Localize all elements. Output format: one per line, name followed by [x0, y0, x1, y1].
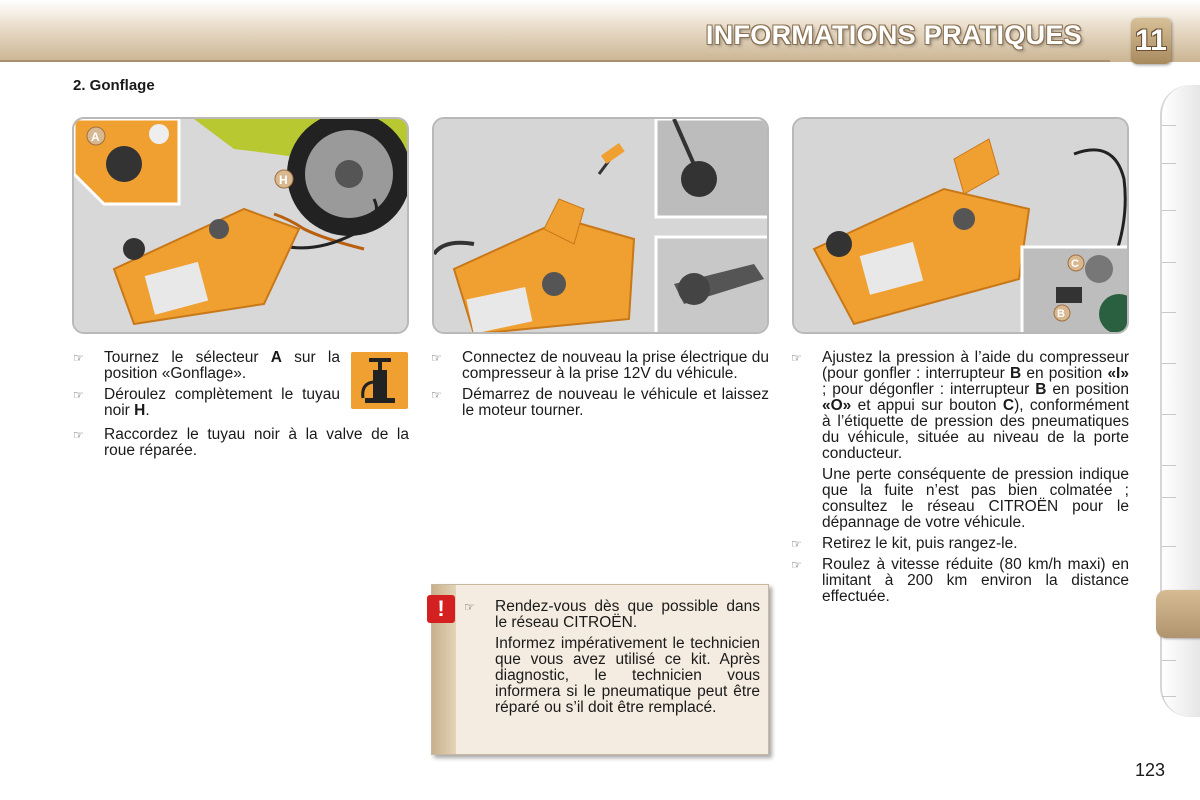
- pointing-hand-icon: ☞: [791, 351, 802, 365]
- page-number: 123: [1135, 760, 1166, 780]
- column-1-continued: [73, 427, 409, 464]
- side-tab-divider: [1162, 125, 1176, 126]
- chapter-tab: [1131, 18, 1171, 64]
- header-rule: [0, 60, 1110, 62]
- list-item: ☞ Retirez le kit, puis rangez-le.: [791, 535, 1018, 552]
- list-item: ☞ Raccordez le tuyau noir à la valve de la roue réparée.: [73, 426, 409, 459]
- inflation-pump-icon: [351, 352, 408, 409]
- illustration-selector-hose: [72, 117, 409, 334]
- list-item: ☞ Déroulez complètement le tuyau noir H.: [73, 386, 340, 419]
- side-tab-divider: [1162, 465, 1176, 466]
- side-tab-active: [1156, 590, 1200, 638]
- label-c: C: [1071, 258, 1079, 270]
- side-tab-divider: [1162, 312, 1176, 313]
- pointing-hand-icon: ☞: [73, 351, 84, 365]
- pointing-hand-icon: ☞: [464, 600, 475, 614]
- pointing-hand-icon: ☞: [431, 388, 442, 402]
- warning-icon: !: [427, 595, 455, 623]
- illustration-pressure-switch: [792, 117, 1129, 334]
- list-item: ☞ Roulez à vitesse réduite (80 km/h maxi) en limitant à 200 km environ la distance effectuée.: [791, 556, 1129, 605]
- side-tab-divider: [1162, 546, 1176, 547]
- chapter-title: INFORMATIONS PRATIQUES: [705, 20, 1082, 50]
- paragraph: Informez impérativement le technicien que vous avez utilisé ce kit. Après diagnostic, le technicien vous informera si le pneumatique peut être réparé ou s’il doit être remplacé.: [495, 635, 760, 716]
- column-1: [73, 350, 340, 424]
- pointing-hand-icon: ☞: [431, 351, 442, 365]
- list-item: ☞ Rendez-vous dès que possible dans le réseau CITROËN.: [464, 598, 760, 631]
- section-title: 2. Gonflage: [73, 77, 155, 94]
- warning-text: [464, 599, 760, 721]
- side-tab-divider: [1162, 696, 1176, 697]
- list-item: ☞ Démarrez de nouveau le véhicule et laissez le moteur tourner.: [431, 386, 769, 419]
- list-item: ☞ Connectez de nouveau la prise électrique du compresseur à la prise 12V du véhicule.: [431, 349, 769, 382]
- column-2: [431, 350, 769, 424]
- pointing-hand-icon: ☞: [73, 388, 84, 402]
- pointing-hand-icon: ☞: [791, 537, 802, 551]
- list-item: ☞ Tournez le sélecteur A sur la position «Gonflage».: [73, 349, 340, 382]
- side-tab-divider: [1162, 262, 1176, 263]
- label-b: B: [1057, 308, 1065, 320]
- side-tab-divider: [1162, 497, 1176, 498]
- side-tab-divider: [1162, 660, 1176, 661]
- illustration-12v-plug: [432, 117, 769, 334]
- side-tab-divider: [1162, 414, 1176, 415]
- pointing-hand-icon: ☞: [791, 558, 802, 572]
- side-tab-divider: [1162, 210, 1176, 211]
- paragraph: Une perte conséquente de pression indique que la fuite n’est pas bien colmatée ; consultez le réseau CITROËN pour le dépannage de votre véhicule.: [822, 466, 1129, 531]
- column-3: [791, 350, 1129, 610]
- label-h: H: [279, 173, 288, 187]
- side-tab-divider: [1162, 363, 1176, 364]
- warning-box: [431, 584, 769, 755]
- pointing-hand-icon: ☞: [73, 428, 84, 442]
- selector-knob: [123, 238, 145, 260]
- label-a: A: [91, 130, 100, 144]
- chapter-number: 11: [1135, 24, 1167, 57]
- side-tab-divider: [1162, 163, 1176, 164]
- list-item: ☞ Ajustez la pression à l’aide du compresseur (pour gonfler : interrupteur B en position «I» ; pour dégonfler : interrupteur B en position «O» et appui sur bouton C), conformément à l’étiquette de pression des pneumatiques du véhicule, située au niveau de la porte conducteur.: [791, 349, 1129, 462]
